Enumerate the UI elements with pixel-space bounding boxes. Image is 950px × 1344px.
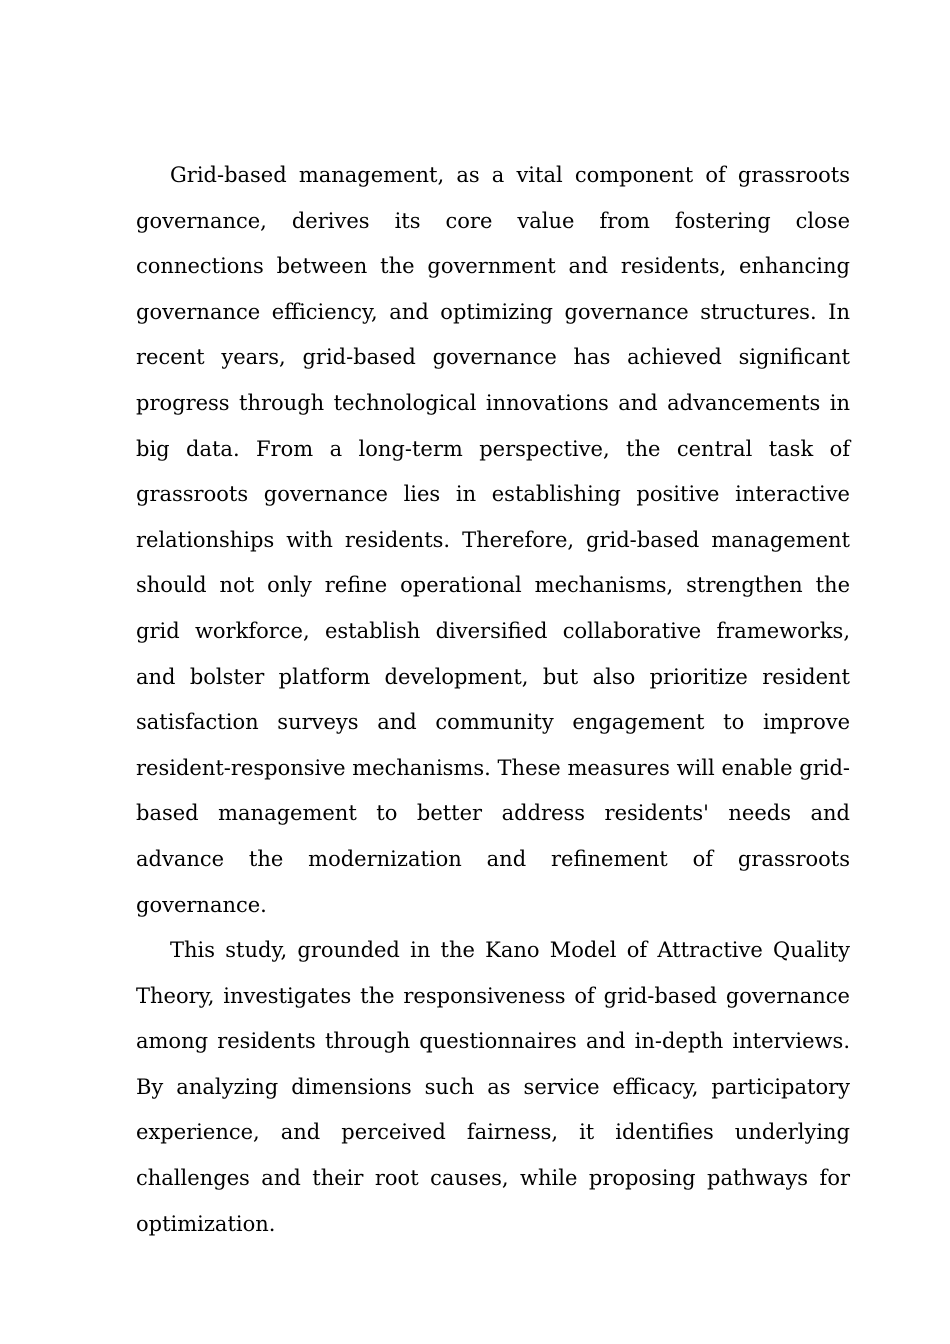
paragraph-study-overview: This study, grounded in the Kano Model of Attractive Quality Theory, investigates the responsiveness of grid-based governance among residents through questionnaires and in-depth interviews. By analyzing dimensions such as service efficacy, participatory experience, and perceived fairness, it identifies underlying challenges and their root causes, while proposing pathways for optimization. bbox=[136, 938, 850, 1236]
paragraph-grid-management: Grid-based management, as a vital component of grassroots governance, derives its core value from fostering close connections between the government and residents, enhancing governance efficiency, and optimizing governance structures. In recent years, grid-based governance has achieved significant progress through technological innovations and advancements in big data. From a long-term perspective, the central task of grassroots governance lies in establishing positive interactive relationships with residents. Therefore, grid-based management should not only refine operational mechanisms, strengthen the grid workforce, establish diversified collaborative frameworks, and bolster platform development, but also prioritize resident satisfaction surveys and community engagement to improve resident-responsive mechanisms. These measures will enable grid-based management to better address residents' needs and advance the modernization and refinement of grassroots governance. bbox=[136, 163, 850, 917]
document-body bbox=[136, 153, 850, 1247]
